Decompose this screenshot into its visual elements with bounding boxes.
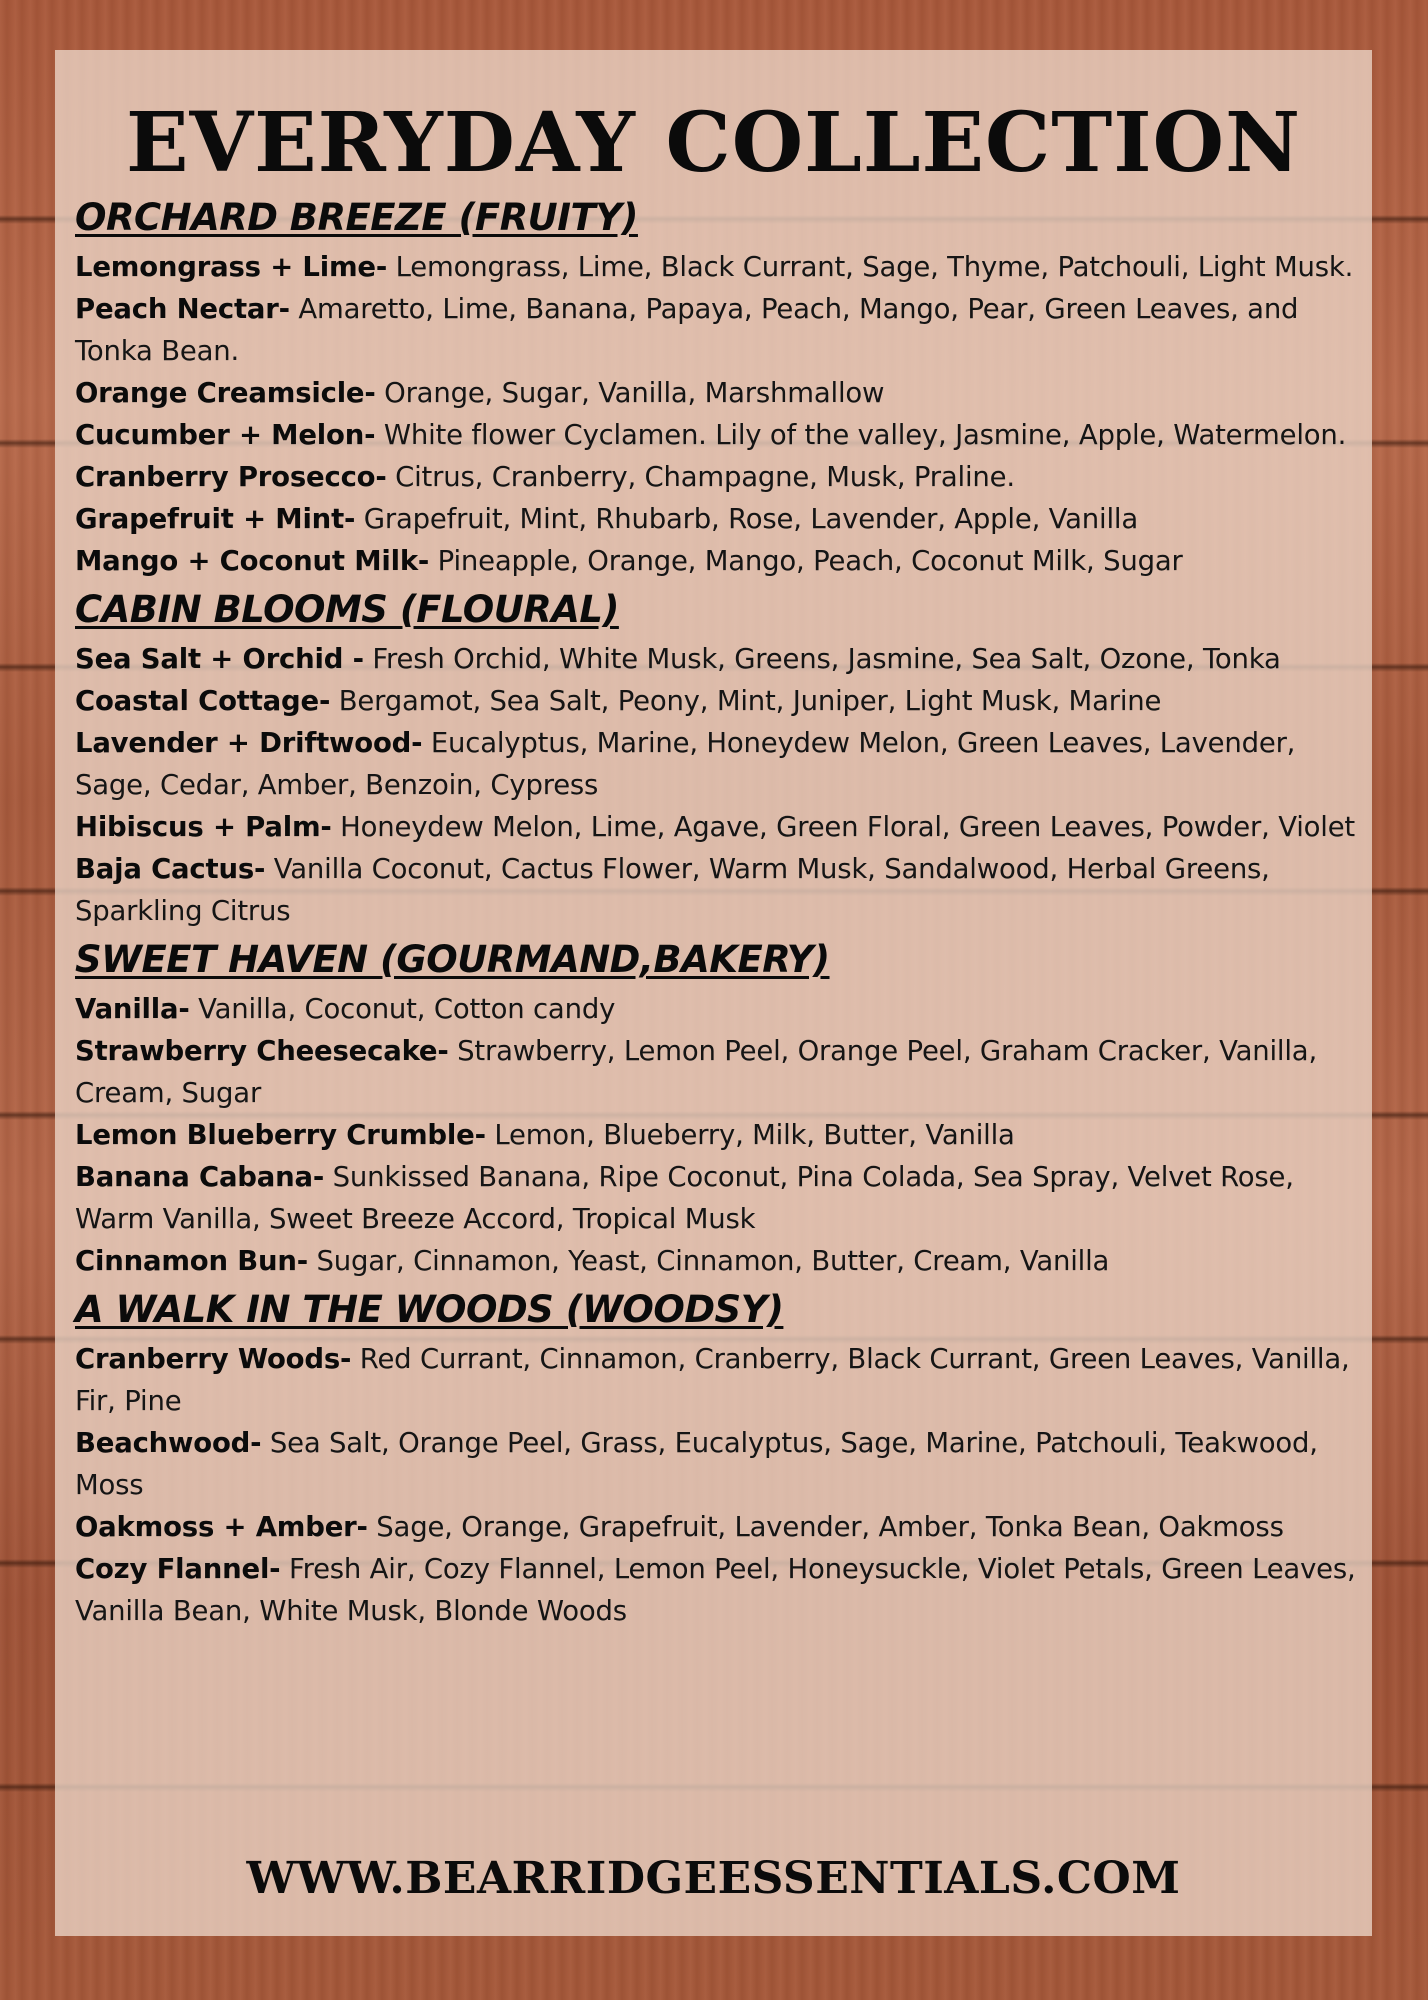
scent-notes: Lemon, Blueberry, Milk, Butter, Vanilla <box>485 1119 1015 1151</box>
scent-notes: Bergamot, Sea Salt, Peony, Mint, Juniper, Light Musk, Marine <box>330 685 1162 717</box>
scent-notes: Fresh Air, Cozy Flannel, Lemon Peel, Honeysuckle, Violet Petals, Green Leaves, Vanilla Bean, White Musk, Blonde Woods <box>75 1553 1356 1627</box>
scent-name: Hibiscus + Palm- <box>75 811 332 843</box>
scent-notes: Vanilla Coconut, Cactus Flower, Warm Musk, Sandalwood, Herbal Greens, Sparkling Citrus <box>75 853 1270 927</box>
scent-entry <box>75 1156 1365 1240</box>
scent-name: Grapefruit + Mint- <box>75 503 356 535</box>
scent-notes: Grapefruit, Mint, Rhubarb, Rose, Lavender, Apple, Vanilla <box>355 503 1139 535</box>
scent-notes: Strawberry, Lemon Peel, Orange Peel, Graham Cracker, Vanilla, Cream, Sugar <box>75 1035 1317 1109</box>
scent-list <box>75 190 1365 1632</box>
scent-name: Peach Nectar- <box>75 293 290 325</box>
scent-notes: Vanilla, Coconut, Cotton candy <box>189 993 616 1025</box>
scent-notes: Red Currant, Cinnamon, Cranberry, Black Currant, Green Leaves, Vanilla, Fir, Pine <box>75 1343 1350 1417</box>
page-title: EVERYDAY COLLECTION <box>125 95 1302 191</box>
scent-notes: Amaretto, Lime, Banana, Papaya, Peach, Mango, Pear, Green Leaves, and Tonka Bean. <box>75 293 1299 367</box>
scent-entry <box>75 806 1365 848</box>
scent-notes: Citrus, Cranberry, Champagne, Musk, Praline. <box>386 461 1015 493</box>
scent-entry <box>75 1114 1365 1156</box>
scent-notes: White flower Cyclamen. Lily of the valley, Jasmine, Apple, Watermelon. <box>375 419 1347 451</box>
scent-name: Vanilla- <box>75 993 190 1025</box>
scent-name: Oakmoss + Amber- <box>75 1511 368 1543</box>
scent-entry <box>75 414 1365 456</box>
scent-name: Mango + Coconut Milk- <box>75 545 430 577</box>
scent-entry <box>75 1240 1365 1282</box>
scent-notes: Sage, Orange, Grapefruit, Lavender, Amber, Tonka Bean, Oakmoss <box>367 1511 1284 1543</box>
scent-name: Lavender + Driftwood- <box>75 727 423 759</box>
scent-entry <box>75 1422 1365 1506</box>
scent-notes: Honeydew Melon, Lime, Agave, Green Floral, Green Leaves, Powder, Violet <box>331 811 1356 843</box>
scent-notes: Lemongrass, Lime, Black Currant, Sage, Thyme, Patchouli, Light Musk. <box>387 251 1354 283</box>
scent-name: Lemon Blueberry Crumble- <box>75 1119 486 1151</box>
scent-entry <box>75 372 1365 414</box>
scent-name: Beachwood- <box>75 1427 262 1459</box>
scent-entry <box>75 540 1365 582</box>
scent-name: Orange Creamsicle- <box>75 377 376 409</box>
scent-entry <box>75 722 1365 806</box>
scent-name: Cranberry Woods- <box>75 1343 352 1375</box>
section-heading-gourmand: SWEET HAVEN (GOURMAND,BAKERY) <box>75 938 830 981</box>
menu-panel <box>55 50 1372 1936</box>
scent-name: Cucumber + Melon- <box>75 419 376 451</box>
scent-name: Coastal Cottage- <box>75 685 331 717</box>
scent-notes: Sunkissed Banana, Ripe Coconut, Pina Colada, Sea Spray, Velvet Rose, Warm Vanilla, Sweet Breeze Accord, Tropical Musk <box>75 1161 1294 1235</box>
scent-entry <box>75 988 1365 1030</box>
scent-notes: Fresh Orchid, White Musk, Greens, Jasmine, Sea Salt, Ozone, Tonka <box>363 643 1281 675</box>
website-link[interactable]: WWW.BEARRIDGEESSENTIALS.COM <box>246 1853 1181 1904</box>
scent-entry <box>75 1030 1365 1114</box>
scent-notes: Eucalyptus, Marine, Honeydew Melon, Green Leaves, Lavender, Sage, Cedar, Amber, Benzoin, Cypress <box>75 727 1296 801</box>
scent-entry <box>75 638 1365 680</box>
scent-name: Banana Cabana- <box>75 1161 325 1193</box>
scent-notes: Sea Salt, Orange Peel, Grass, Eucalyptus, Sage, Marine, Patchouli, Teakwood, Moss <box>75 1427 1318 1501</box>
scent-name: Lemongrass + Lime- <box>75 251 388 283</box>
scent-name: Strawberry Cheesecake- <box>75 1035 449 1067</box>
scent-entry <box>75 246 1365 288</box>
scent-entry <box>75 1506 1365 1548</box>
scent-notes: Pineapple, Orange, Mango, Peach, Coconut Milk, Sugar <box>429 545 1183 577</box>
scent-name: Cozy Flannel- <box>75 1553 281 1585</box>
scent-entry <box>75 288 1365 372</box>
scent-name: Sea Salt + Orchid - <box>75 643 364 675</box>
scent-name: Baja Cactus- <box>75 853 266 885</box>
scent-entry <box>75 848 1365 932</box>
scent-name: Cinnamon Bun- <box>75 1245 308 1277</box>
scent-entry <box>75 456 1365 498</box>
scent-entry <box>75 498 1365 540</box>
scent-name: Cranberry Prosecco- <box>75 461 387 493</box>
section-heading-floral: CABIN BLOOMS (FLOURAL) <box>75 588 619 631</box>
scent-entry <box>75 680 1365 722</box>
scent-notes: Sugar, Cinnamon, Yeast, Cinnamon, Butter, Cream, Vanilla <box>307 1245 1110 1277</box>
scent-entry <box>75 1548 1365 1632</box>
section-heading-woodsy: A WALK IN THE WOODS (WOODSY) <box>75 1288 784 1331</box>
section-heading-fruity: ORCHARD BREEZE (FRUITY) <box>75 196 638 239</box>
scent-notes: Orange, Sugar, Vanilla, Marshmallow <box>375 377 885 409</box>
scent-entry <box>75 1338 1365 1422</box>
